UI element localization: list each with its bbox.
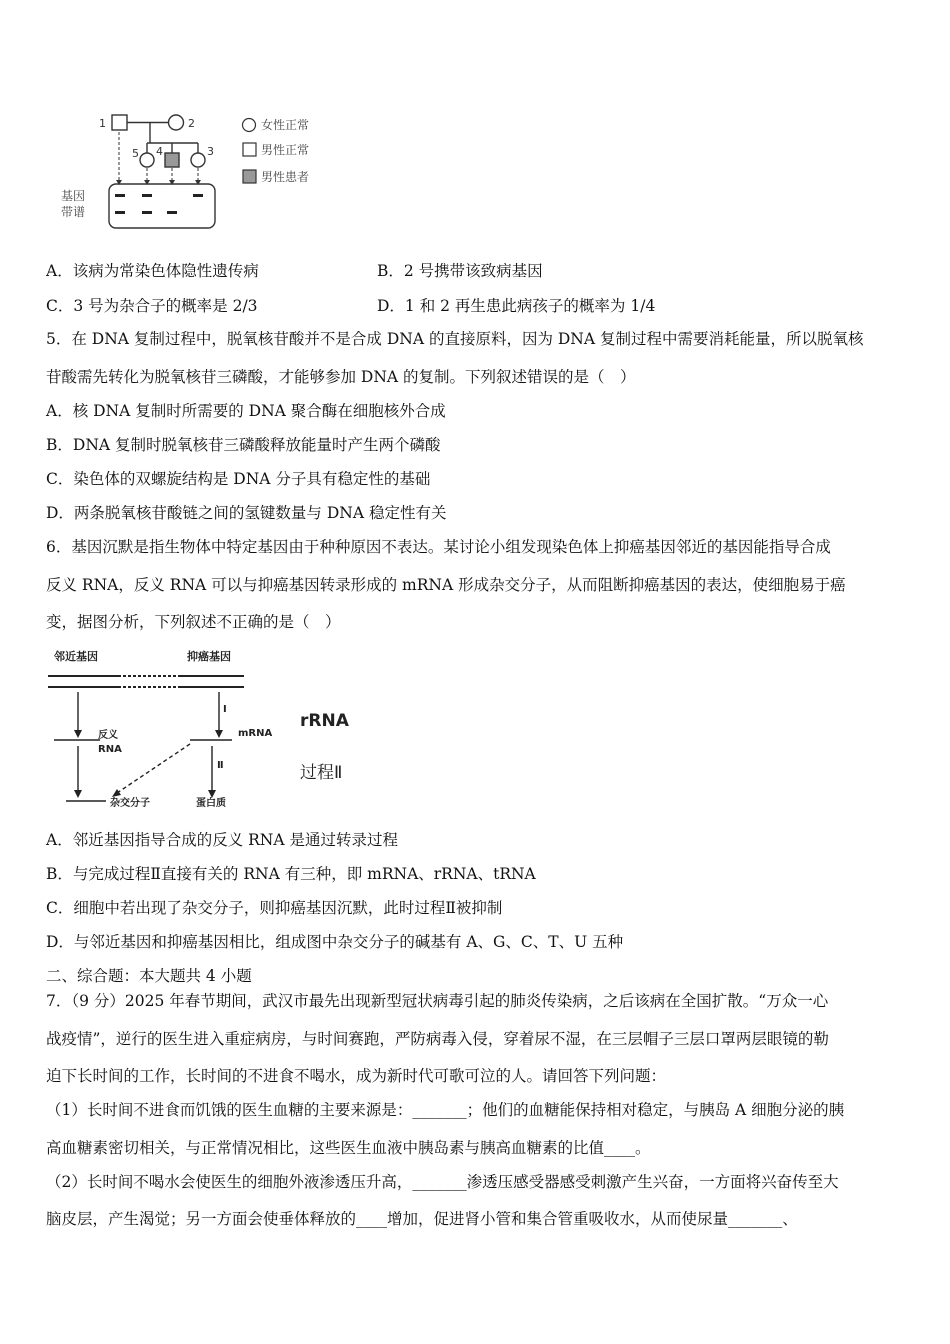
q6-option-b: B．与完成过程Ⅱ直接有关的 RNA 有三种，即 mRNA、rRNA、tRNA (46, 865, 536, 883)
process-2-label: Ⅱ (217, 760, 224, 771)
q4-option-d: D．1 和 2 再生患此病孩子的概率为 1/4 (377, 297, 656, 315)
pedigree-figure (55, 108, 345, 233)
antisense-label: 反义 (98, 730, 118, 741)
pedigree-male-1 (112, 115, 127, 130)
q6-stem-line3: 变，据图分析，下列叙述不正确的是（ ） (46, 613, 341, 631)
protein-label: 蛋白质 (196, 798, 226, 809)
q7-line3: 迫下长时间的工作，长时间的不进食不喝水，成为新时代可歌可泣的人。请回答下列问题： (46, 1067, 667, 1085)
legend-male-affected-icon (243, 170, 256, 183)
q7-line6: （2）长时间不喝水会使医生的细胞外液渗透压升高，_______渗透压感受器感受刺激产生兴奋，一方面将兴奋传至大 (46, 1173, 839, 1191)
q6-stem-line2: 反义 RNA，反义 RNA 可以与抑癌基因转录形成的 mRNA 形成杂交分子，从而阻断抑癌基因的表达，使细胞易于癌 (46, 576, 846, 594)
pedigree-id-2: 2 (188, 117, 195, 130)
pedigree-id-3: 3 (207, 145, 214, 158)
q5-option-c: C．染色体的双螺旋结构是 DNA 分子具有稳定性的基础 (46, 470, 431, 488)
q5-option-a: A．核 DNA 复制时所需要的 DNA 聚合酶在细胞核外合成 (46, 402, 446, 420)
pedigree-id-5: 5 (132, 147, 139, 160)
q6-option-c: C．细胞中若出现了杂交分子，则抑癌基因沉默，此时过程Ⅱ被抑制 (46, 899, 503, 917)
q4-option-a: A．该病为常染色体隐性遗传病 (46, 262, 259, 280)
q7-line7: 脑皮层，产生渴觉；另一方面会使垂体释放的____增加，促进肾小管和集合管重吸收水，从而使尿量_______、 (46, 1210, 798, 1228)
legend-male-normal: 男性正常 (261, 143, 310, 157)
pedigree-id-4: 4 (156, 145, 163, 158)
q5-option-b: B．DNA 复制时脱氧核苷三磷酸释放能量时产生两个磷酸 (46, 436, 441, 454)
q4-option-b: B．2 号携带该致病基因 (377, 262, 543, 280)
q6-option-d: D．与邻近基因和抑癌基因相比，组成图中杂交分子的碱基有 A、G、C、T、U 五种 (46, 933, 624, 951)
legend-female-normal-icon (243, 119, 256, 132)
mrna-label: mRNA (238, 728, 273, 739)
q6-option-a: A．邻近基因指导合成的反义 RNA 是通过转录过程 (46, 831, 398, 849)
section-heading: 二、综合题：本大题共 4 小题 (46, 967, 252, 985)
q4-option-c: C．3 号为杂合子的概率是 2/3 (46, 297, 258, 315)
pedigree-female-5 (140, 153, 154, 167)
q5-option-d: D．两条脱氧核苷酸链之间的氢键数量与 DNA 稳定性有关 (46, 504, 447, 522)
antisense-rna-label: RNA (98, 744, 122, 755)
q7-line1: 7．（9 分）2025 年春节期间，武汉市最先出现新型冠状病毒引起的肺炎传染病，之后该病在全国扩散。“万众一心 (46, 992, 829, 1010)
hybrid-molecule-label: 杂交分子 (110, 798, 150, 809)
pedigree-id-1: 1 (99, 117, 106, 130)
gene-band-label-2: 带谱 (61, 205, 86, 219)
pedigree-female-3 (191, 153, 205, 167)
q6-stem-line1: 6．基因沉默是指生物体中特定基因由于种种原因不表达。某讨论小组发现染色体上抑癌基因邻近的基因能指导合成 (46, 538, 831, 556)
side-process-label: 过程Ⅱ (300, 763, 343, 783)
gene-silencing-figure (40, 640, 370, 820)
pedigree-female-2 (169, 115, 184, 130)
gene-band-box (109, 184, 215, 228)
side-rrna-label: rRNA (300, 711, 349, 731)
tumor-suppressor-label: 抑癌基因 (187, 650, 231, 663)
q5-stem-line2: 苷酸需先转化为脱氧核苷三磷酸，才能够参加 DNA 的复制。下列叙述错误的是（ ） (46, 368, 636, 386)
legend-male-normal-icon (243, 143, 256, 156)
legend-male-affected: 男性患者 (261, 170, 310, 184)
process-1-label: Ⅰ (223, 704, 227, 715)
q7-line4: （1）长时间不进食而饥饿的医生血糖的主要来源是：_______；他们的血糖能保持相对稳定，与胰岛 A 细胞分泌的胰 (46, 1101, 845, 1119)
legend-female-normal: 女性正常 (261, 118, 310, 132)
q7-line2: 战疫情”，逆行的医生进入重症病房，与时间赛跑，严防病毒入侵，穿着尿不湿，在三层帽子三层口罩两层眼镜的勒 (46, 1030, 829, 1048)
pedigree-affected-male-4 (165, 153, 179, 167)
gene-band-label-1: 基因 (61, 189, 86, 203)
neighbor-gene-label: 邻近基因 (54, 650, 98, 663)
q7-line5: 高血糖素密切相关，与正常情况相比，这些医生血液中胰岛素与胰高血糖素的比值____。 (46, 1139, 651, 1157)
q5-stem-line1: 5．在 DNA 复制过程中，脱氧核苷酸并不是合成 DNA 的直接原料，因为 DNA 复制过程中需要消耗能量，所以脱氧核 (46, 330, 864, 348)
